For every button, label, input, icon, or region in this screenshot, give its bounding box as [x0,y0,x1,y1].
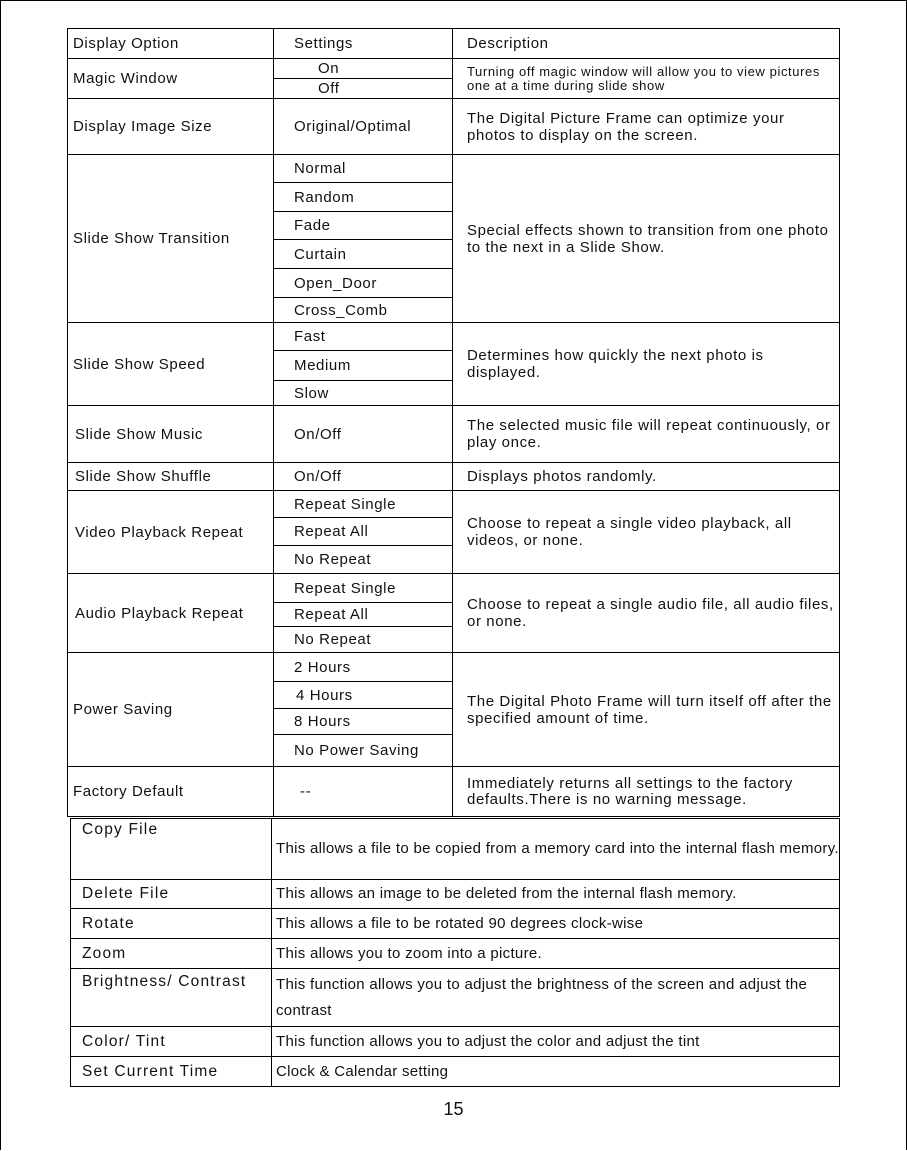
table-row [71,880,840,909]
table-header-row [68,29,840,59]
header-description: Description [453,29,840,59]
option-slide-show-speed: Slide Show Speed [68,323,274,406]
setting-off: Off [274,79,453,99]
setting-video-repeat-all: Repeat All [274,518,453,546]
setting-original-optimal: Original/Optimal [274,99,453,155]
option-slide-show-music: Slide Show Music [68,406,274,463]
option-factory-default: Factory Default [68,767,274,817]
table-row [68,59,840,79]
option-delete-file: Delete File [71,880,272,909]
description-zoom: This allows you to zoom into a picture. [272,939,840,969]
setting-medium: Medium [274,351,453,381]
description-slide-show-transition: Special effects shown to transition from one photo to the next in a Slide Show. [453,155,840,323]
option-brightness-contrast: Brightness/ Contrast [71,969,272,1027]
header-option: Display Option [68,29,274,59]
description-factory-default: Immediately returns all settings to the factory defaults.There is no warning message. [453,767,840,817]
setting-cross-comb: Cross_Comb [274,298,453,323]
option-audio-playback-repeat: Audio Playback Repeat [68,574,274,653]
setting-open-door: Open_Door [274,269,453,298]
description-slide-show-music: The selected music file will repeat continuously, or play once. [453,406,840,463]
table-row [68,406,840,463]
table-row [68,491,840,518]
page-number: 15 [443,1099,464,1119]
option-display-image-size: Display Image Size [68,99,274,155]
description-power-saving: The Digital Photo Frame will turn itself off after the specified amount of time. [453,653,840,767]
description-audio-playback-repeat: Choose to repeat a single audio file, all audio files, or none. [453,574,840,653]
option-set-current-time: Set Current Time [71,1057,272,1087]
option-power-saving: Power Saving [68,653,274,767]
option-slide-show-shuffle: Slide Show Shuffle [68,463,274,491]
table-row [71,1027,840,1057]
description-set-current-time: Clock & Calendar setting [272,1057,840,1087]
description-video-playback-repeat: Choose to repeat a single video playback, all videos, or none. [453,491,840,574]
table-row [71,969,840,1027]
option-copy-file: Copy File [71,819,272,880]
header-settings: Settings [274,29,453,59]
description-display-image-size: The Digital Picture Frame can optimize your photos to display on the screen. [453,99,840,155]
setting-4-hours: 4 Hours [274,682,453,709]
setting-video-no-repeat: No Repeat [274,546,453,574]
description-slide-show-speed: Determines how quickly the next photo is displayed. [453,323,840,406]
option-video-playback-repeat: Video Playback Repeat [68,491,274,574]
setting-on: On [274,59,453,79]
setting-video-repeat-single: Repeat Single [274,491,453,518]
description-color-tint: This function allows you to adjust the color and adjust the tint [272,1027,840,1057]
description-delete-file: This allows an image to be deleted from the internal flash memory. [272,880,840,909]
table-row [71,909,840,939]
table-row [68,155,840,183]
setting-8-hours: 8 Hours [274,709,453,735]
setting-normal: Normal [274,155,453,183]
option-magic-window: Magic Window [68,59,274,99]
table-row [71,819,840,880]
option-color-tint: Color/ Tint [71,1027,272,1057]
description-magic-window: Turning off magic window will allow you to view pictures one at a time during slide show [453,59,840,99]
table-row [68,767,840,817]
setting-slow: Slow [274,381,453,406]
table-row [71,939,840,969]
description-copy-file: This allows a file to be copied from a memory card into the internal flash memory. [272,819,840,880]
setting-music-on-off: On/Off [274,406,453,463]
table-row [68,99,840,155]
table-row [68,463,840,491]
table-row [68,323,840,351]
setting-audio-repeat-single: Repeat Single [274,574,453,603]
display-options-table [67,28,840,817]
table-row [68,653,840,682]
setting-2-hours: 2 Hours [274,653,453,682]
option-zoom: Zoom [71,939,272,969]
setting-curtain: Curtain [274,240,453,269]
table-row [71,1057,840,1087]
description-slide-show-shuffle: Displays photos randomly. [453,463,840,491]
functions-table [70,818,840,1087]
setting-audio-no-repeat: No Repeat [274,627,453,653]
table-row [68,574,840,603]
setting-dashes: -- [274,767,453,817]
description-rotate: This allows a file to be rotated 90 degrees clock-wise [272,909,840,939]
setting-shuffle-on-off: On/Off [274,463,453,491]
option-rotate: Rotate [71,909,272,939]
option-slide-show-transition: Slide Show Transition [68,155,274,323]
setting-no-power-saving: No Power Saving [274,735,453,767]
setting-fade: Fade [274,212,453,240]
setting-audio-repeat-all: Repeat All [274,603,453,627]
setting-fast: Fast [274,323,453,351]
setting-random: Random [274,183,453,212]
description-brightness-contrast: This function allows you to adjust the brightness of the screen and adjust the contrast [272,969,840,1027]
